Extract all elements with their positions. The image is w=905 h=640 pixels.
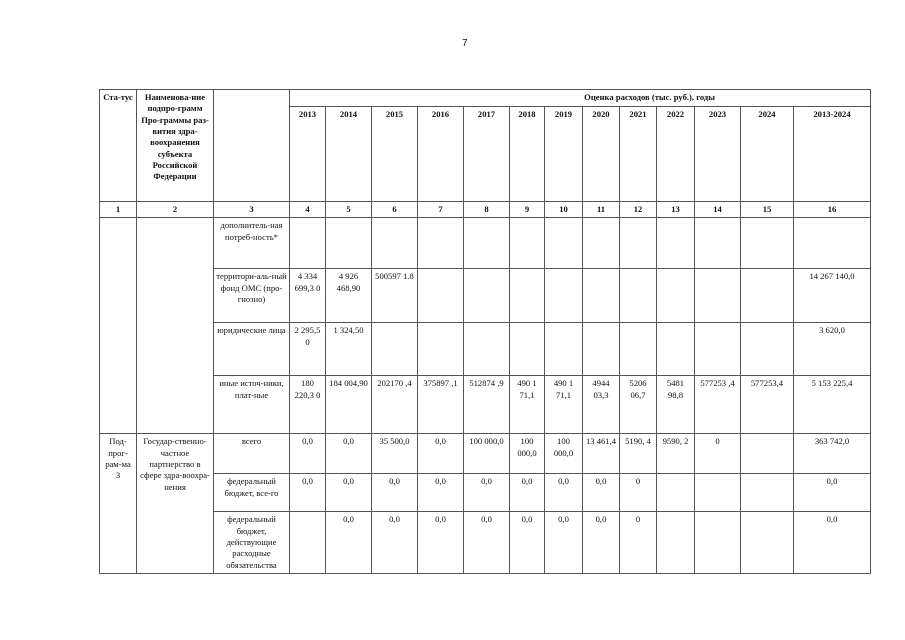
- column-index: 14: [695, 202, 741, 218]
- year-header: 2022: [657, 107, 695, 202]
- value-cell: [464, 269, 510, 323]
- column-index-row: [100, 202, 871, 218]
- year-header: 2017: [464, 107, 510, 202]
- value-cell: 100 000,0: [545, 434, 583, 474]
- value-cell: 184 004,90: [326, 376, 372, 434]
- value-cell: [510, 218, 545, 269]
- value-cell: [510, 269, 545, 323]
- value-cell: 500597 1.8: [372, 269, 418, 323]
- value-cell: 0,0: [545, 512, 583, 574]
- column-index: 2: [137, 202, 214, 218]
- value-cell: [657, 474, 695, 512]
- value-cell: [695, 474, 741, 512]
- column-index: 13: [657, 202, 695, 218]
- value-cell: 0,0: [583, 512, 620, 574]
- value-cell: 0,0: [464, 474, 510, 512]
- value-cell: 0,0: [418, 434, 464, 474]
- page-number: 7: [462, 38, 468, 49]
- column-index: 5: [326, 202, 372, 218]
- value-cell: [741, 269, 794, 323]
- header-expense-estimate: Оценка расходов (тыс. руб.), годы: [290, 90, 871, 107]
- funding-source-label: иные источ-ники, плат-ные: [214, 376, 290, 434]
- value-cell: [372, 323, 418, 376]
- year-header: 2014: [326, 107, 372, 202]
- column-index: 9: [510, 202, 545, 218]
- value-cell: [695, 323, 741, 376]
- value-cell: 0: [695, 434, 741, 474]
- status-cell: Под-прог-рам-ма 3: [100, 434, 137, 574]
- value-cell: [418, 323, 464, 376]
- value-cell: [620, 269, 657, 323]
- value-cell: [657, 512, 695, 574]
- value-cell: 3 620,0: [794, 323, 871, 376]
- value-cell: 577253,4: [741, 376, 794, 434]
- value-cell: [510, 323, 545, 376]
- value-cell: 35 500,0: [372, 434, 418, 474]
- value-cell: [741, 474, 794, 512]
- value-cell: [545, 218, 583, 269]
- value-cell: 0: [620, 474, 657, 512]
- value-cell: 577253 ,4: [695, 376, 741, 434]
- value-cell: 4 926 468,90: [326, 269, 372, 323]
- value-cell: 13 461,4: [583, 434, 620, 474]
- column-index: 15: [741, 202, 794, 218]
- value-cell: 0,0: [372, 474, 418, 512]
- value-cell: 1 324,50: [326, 323, 372, 376]
- value-cell: [464, 323, 510, 376]
- funding-source-label: дополнитель-ная потреб-ность*: [214, 218, 290, 269]
- table-row: [100, 512, 871, 574]
- column-index: 10: [545, 202, 583, 218]
- table-row: [100, 269, 871, 323]
- value-cell: [695, 269, 741, 323]
- value-cell: [290, 512, 326, 574]
- value-cell: [464, 218, 510, 269]
- value-cell: 14 267 140,0: [794, 269, 871, 323]
- funding-source-label: федеральный бюджет, все-го: [214, 474, 290, 512]
- value-cell: 0,0: [418, 512, 464, 574]
- value-cell: 0,0: [510, 512, 545, 574]
- value-cell: 100 000,0: [464, 434, 510, 474]
- table-row: [100, 474, 871, 512]
- funding-source-label: юридические лица: [214, 323, 290, 376]
- value-cell: 512874 ,9: [464, 376, 510, 434]
- value-cell: [657, 269, 695, 323]
- value-cell: 0,0: [418, 474, 464, 512]
- value-cell: [741, 323, 794, 376]
- value-cell: 5206 06,7: [620, 376, 657, 434]
- expenditure-table: [99, 89, 871, 574]
- value-cell: [620, 323, 657, 376]
- year-header: 2015: [372, 107, 418, 202]
- value-cell: 100 000,0: [510, 434, 545, 474]
- funding-source-label: всего: [214, 434, 290, 474]
- value-cell: 0,0: [794, 474, 871, 512]
- subprogram-name-cell: Государ-ственно-частное партнерство в сфере здра-воохра-нения: [137, 434, 214, 574]
- value-cell: [372, 218, 418, 269]
- year-header: 2018: [510, 107, 545, 202]
- value-cell: 0,0: [583, 474, 620, 512]
- value-cell: [418, 218, 464, 269]
- value-cell: [326, 218, 372, 269]
- value-cell: 5481 98,8: [657, 376, 695, 434]
- value-cell: 180 220,3 0: [290, 376, 326, 434]
- year-header: 2021: [620, 107, 657, 202]
- value-cell: [741, 218, 794, 269]
- header-row-group: [100, 90, 871, 107]
- value-cell: 0,0: [545, 474, 583, 512]
- header-status: Ста-тус: [100, 90, 137, 202]
- funding-source-label: федеральный бюджет, действующие расходные обязательства: [214, 512, 290, 574]
- status-cell: [100, 218, 137, 434]
- value-cell: 9590, 2: [657, 434, 695, 474]
- value-cell: 202170 ,4: [372, 376, 418, 434]
- value-cell: 0: [620, 512, 657, 574]
- table-row: [100, 218, 871, 269]
- value-cell: 0,0: [290, 434, 326, 474]
- column-index: 8: [464, 202, 510, 218]
- value-cell: [657, 323, 695, 376]
- column-index: 16: [794, 202, 871, 218]
- table-row: [100, 376, 871, 434]
- year-header: 2016: [418, 107, 464, 202]
- value-cell: 0,0: [464, 512, 510, 574]
- value-cell: [290, 218, 326, 269]
- year-header: 2024: [741, 107, 794, 202]
- header-source: [214, 90, 290, 202]
- value-cell: [583, 323, 620, 376]
- year-header: 2013: [290, 107, 326, 202]
- value-cell: [583, 218, 620, 269]
- year-header: 2013-2024: [794, 107, 871, 202]
- value-cell: [657, 218, 695, 269]
- table-row: [100, 323, 871, 376]
- subprogram-name-cell: [137, 218, 214, 434]
- value-cell: [620, 218, 657, 269]
- value-cell: [695, 218, 741, 269]
- value-cell: 490 1 71,1: [510, 376, 545, 434]
- value-cell: 0,0: [372, 512, 418, 574]
- value-cell: [695, 512, 741, 574]
- value-cell: [545, 323, 583, 376]
- value-cell: [545, 269, 583, 323]
- column-index: 1: [100, 202, 137, 218]
- column-index: 6: [372, 202, 418, 218]
- value-cell: 0,0: [510, 474, 545, 512]
- value-cell: [583, 269, 620, 323]
- column-index: 3: [214, 202, 290, 218]
- value-cell: 363 742,0: [794, 434, 871, 474]
- column-index: 12: [620, 202, 657, 218]
- value-cell: [794, 218, 871, 269]
- value-cell: 2 295,5 0: [290, 323, 326, 376]
- column-index: 7: [418, 202, 464, 218]
- year-header: 2023: [695, 107, 741, 202]
- funding-source-label: территори-аль-ный фонд ОМС (про-гнозно): [214, 269, 290, 323]
- value-cell: [741, 434, 794, 474]
- value-cell: 0,0: [326, 512, 372, 574]
- value-cell: 490 1 71,1: [545, 376, 583, 434]
- value-cell: 0,0: [794, 512, 871, 574]
- value-cell: [418, 269, 464, 323]
- value-cell: 5 153 225,4: [794, 376, 871, 434]
- value-cell: 375897 ,1: [418, 376, 464, 434]
- year-header: 2020: [583, 107, 620, 202]
- column-index: 4: [290, 202, 326, 218]
- value-cell: 4 334 699,3 0: [290, 269, 326, 323]
- value-cell: 4944 03,3: [583, 376, 620, 434]
- value-cell: 0,0: [290, 474, 326, 512]
- column-index: 11: [583, 202, 620, 218]
- table-row: [100, 434, 871, 474]
- year-header: 2019: [545, 107, 583, 202]
- value-cell: 5190, 4: [620, 434, 657, 474]
- header-subprogram-name: Наименова-ние подпро-грамм Про-граммы раз-вития здра-воохранения субъекта Российской Федерации: [137, 90, 214, 202]
- value-cell: 0,0: [326, 434, 372, 474]
- value-cell: [741, 512, 794, 574]
- value-cell: 0,0: [326, 474, 372, 512]
